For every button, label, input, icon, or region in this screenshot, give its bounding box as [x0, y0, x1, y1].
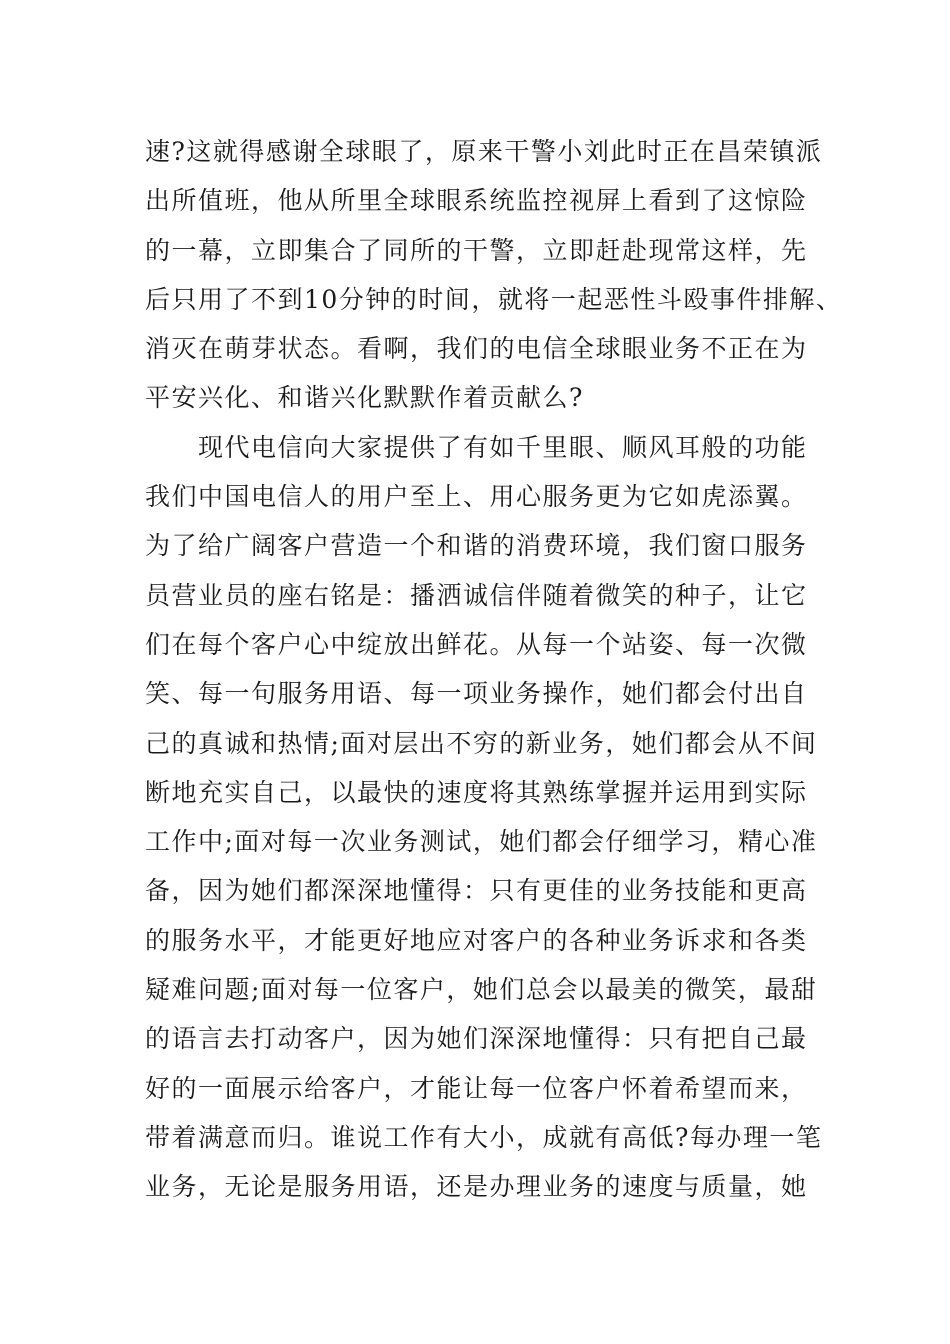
text-line: 员营业员的座右铭是：播洒诚信伴随着微笑的种子，让它 [145, 580, 808, 610]
text-line: 的一幕，立即集合了同所的干警，立即赶赴现常这样，先 [145, 235, 808, 265]
text-line: 己的真诚和热情;面对层出不穷的新业务，她们都会从不间 [145, 728, 818, 758]
text-line: 带着满意而归。谁说工作有大小，成就有高低?每办理一笔 [145, 1122, 823, 1152]
paragraph-start-line: 现代电信向大家提供了有如千里眼、顺风耳般的功能 [145, 432, 808, 462]
text-line: 的语言去打动客户，因为她们深深地懂得：只有把自己最 [145, 1024, 808, 1054]
text-line: 后只用了不到10分钟的时间，就将一起恶性斗殴事件排解、 [145, 284, 843, 314]
text-line: 的服务水平，才能更好地应对客户的各种业务诉求和各类 [145, 925, 808, 955]
text-line: 备，因为她们都深深地懂得：只有更佳的业务技能和更高 [145, 876, 808, 906]
text-line: 出所值班，他从所里全球眼系统监控视屏上看到了这惊险 [145, 186, 808, 216]
text-line: 我们中国电信人的用户至上、用心服务更为它如虎添翼。 [145, 482, 808, 512]
text-line: 们在每个客户心中绽放出鲜花。从每一个站姿、每一次微 [145, 629, 808, 659]
text-line: 笑、每一句服务用语、每一项业务操作，她们都会付出自 [145, 679, 808, 709]
text-line: 断地充实自己，以最快的速度将其熟练掌握并运用到实际 [145, 777, 808, 807]
text-line: 平安兴化、和谐兴化默默作着贡献么? [145, 383, 584, 413]
text-line: 为了给广阔客户营造一个和谐的消费环境，我们窗口服务 [145, 531, 808, 561]
body-text [145, 127, 865, 1212]
text-line: 业务，无论是服务用语，还是办理业务的速度与质量，她 [145, 1172, 808, 1202]
text-line: 疑难问题;面对每一位客户，她们总会以最美的微笑，最甜 [145, 975, 818, 1005]
text-line: 工作中;面对每一次业务测试，她们都会仔细学习，精心准 [145, 827, 818, 857]
text-line: 速?这就得感谢全球眼了，原来干警小刘此时正在昌荣镇派 [145, 137, 823, 166]
text-line: 好的一面展示给客户，才能让每一位客户怀着希望而来， [145, 1073, 808, 1103]
text-line: 消灭在萌芽状态。看啊，我们的电信全球眼业务不正在为 [145, 334, 808, 364]
